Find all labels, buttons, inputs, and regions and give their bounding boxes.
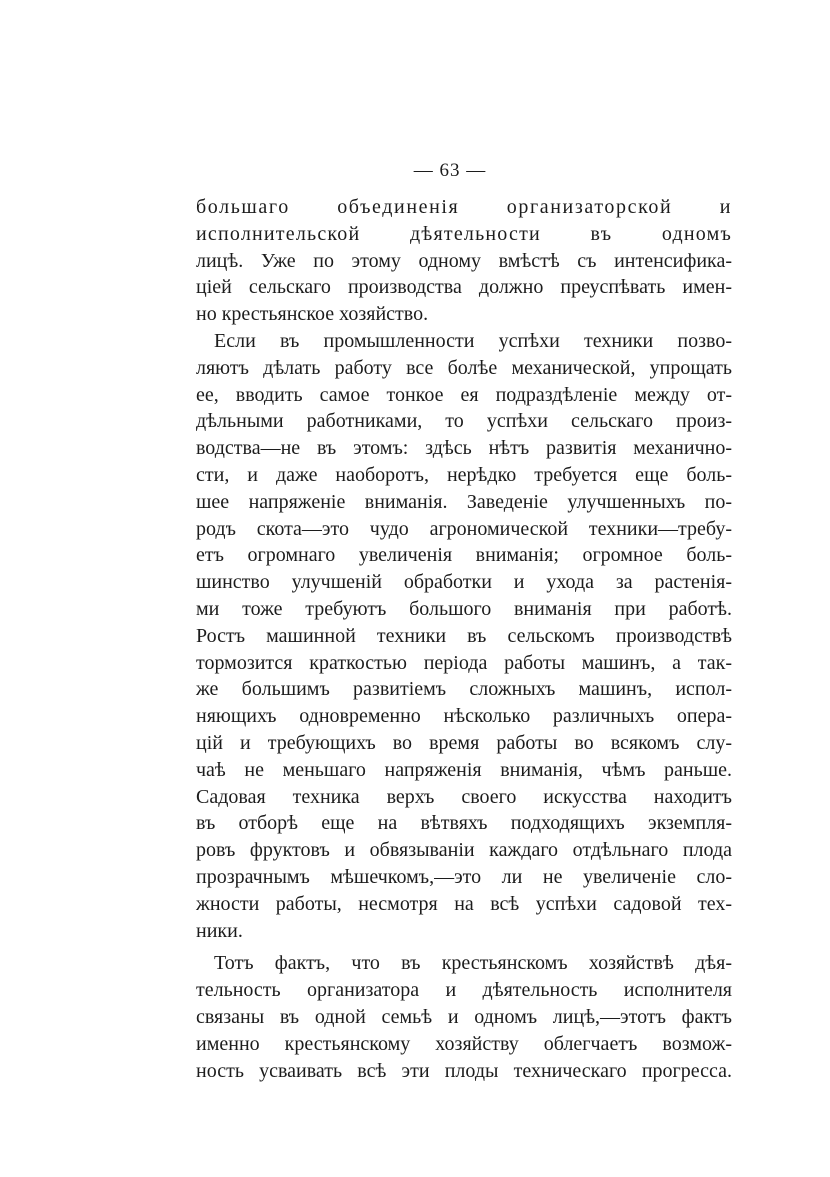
text-line: именно крестьянскому хозяйству облегчаетъ возмож- [196, 1032, 732, 1055]
text-line: ровъ фруктовъ и обвязываніи каждаго отдѣльнаго плода [196, 839, 732, 862]
text-line: шее напряженіе вниманія. Заведеніе улучшенныхъ по- [196, 490, 732, 513]
text-line: Садовая техника верхъ своего искусства находитъ [196, 785, 732, 808]
text-line: шинство улучшеній обработки и ухода за растенія- [196, 571, 732, 594]
paragraph-3 [196, 950, 732, 1084]
text-line: связаны въ одной семьѣ и одномъ лицѣ,—этотъ фактъ [196, 1005, 732, 1028]
text-line: Тотъ фактъ, что въ крестьянскомъ хозяйствѣ дѣя- [214, 952, 732, 975]
text-line: лицѣ. Уже по этому одному вмѣстѣ съ интенсифика- [196, 249, 732, 272]
text-line: же большимъ развитіемъ сложныхъ машинъ, испол- [196, 678, 732, 701]
text-line: въ отборѣ еще на вѣтвяхъ подходящихъ экземпля- [196, 812, 732, 835]
text-line: ляютъ дѣлать работу все болѣе механической, упрощать [196, 356, 732, 379]
page-number: — 63 — [413, 160, 487, 181]
text-line: ники. [196, 919, 243, 942]
text-line: исполнительской дѣятельности въ одномъ [196, 222, 732, 245]
text-line: тельность организатора и дѣятельность исполнителя [196, 979, 732, 1002]
text-line: ціей сельскаго производства должно преуспѣвать имен- [196, 276, 732, 299]
text-line: родъ скота—это чудо агрономической техники—требу- [196, 517, 732, 540]
text-line: водства—не въ этомъ: здѣсь нѣтъ развитія механично- [196, 437, 732, 460]
text-line: прозрачнымъ мѣшечкомъ,—это ли не увеличеніе сло- [196, 865, 732, 888]
text-line: но крестьянское хозяйство. [196, 303, 429, 326]
text-line: ее, вводить самое тонкое ея подраздѣленіе между от- [196, 383, 732, 406]
text-line: етъ огромнаго увеличенія вниманія; огромное боль- [196, 544, 732, 567]
text-line: няющихъ одновременно нѣсколько различныхъ опера- [196, 705, 732, 728]
text-line: Ростъ машинной техники въ сельскомъ производствѣ [196, 624, 732, 647]
text-line: дѣльными работниками, то успѣхи сельскаго произ- [196, 410, 732, 433]
text-line: ми тоже требуютъ большого вниманія при работѣ. [196, 597, 732, 620]
text-line: большаго объединенія организаторской и [196, 196, 732, 218]
text-line: сти, и даже наоборотъ, нерѣдко требуется еще боль- [196, 463, 732, 486]
text-line: цій и требующихъ во время работы во всякомъ слу- [196, 731, 732, 754]
text-line: Если въ промышленности успѣхи техники позво- [214, 329, 732, 352]
text-line: тормозится краткостью періода работы машинъ, а так- [196, 651, 732, 674]
text-line: чаѣ не меньшаго напряженія вниманія, чѣмъ раньше. [196, 758, 732, 781]
paragraph-2 [196, 328, 732, 944]
body-text [196, 194, 732, 1084]
paragraph-1 [196, 194, 732, 328]
text-line: жности работы, несмотря на всѣ успѣхи садовой тех- [196, 892, 732, 915]
text-line: ность усваивать всѣ эти плоды техническаго прогресса. [196, 1059, 732, 1082]
